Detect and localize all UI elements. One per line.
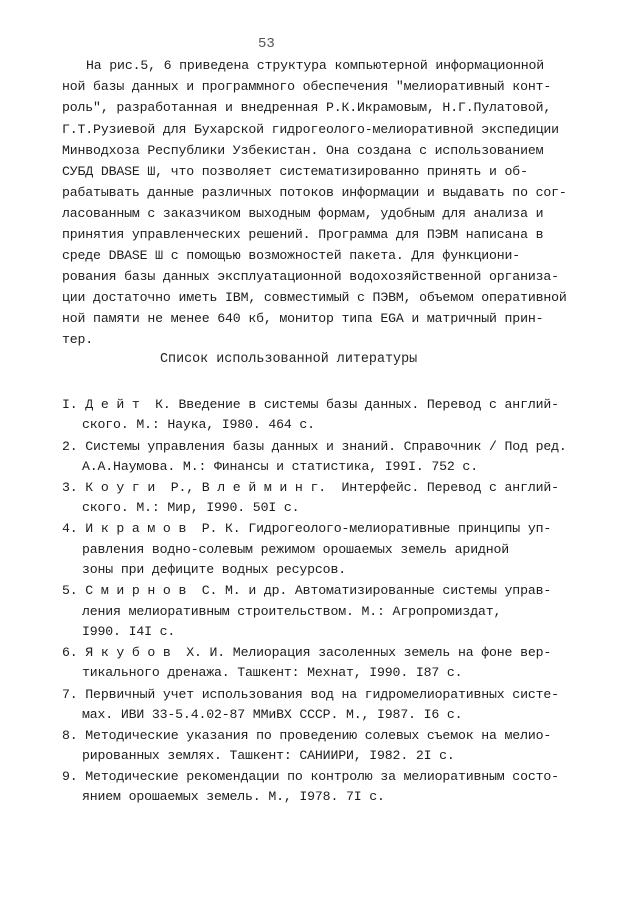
- paragraph-line: принятия управленческих решений. Программа для ПЭВМ написана в: [62, 227, 544, 242]
- reference-item-continuation: тикального дренажа. Ташкент: Мехнат, I990. I87 с.: [82, 665, 463, 680]
- paragraph-line: Г.Т.Рузиевой для Бухарской гидрогеолого-мелиоративной экспедиции: [62, 122, 559, 137]
- paragraph-line: На рис.5, 6 приведена структура компьютерной информационной: [86, 58, 545, 73]
- paragraph-line: ной памяти не менее 640 кб, монитор типа EGA и матричный прин-: [62, 311, 544, 326]
- reference-item-continuation: ского. М.: Наука, I980. 464 с.: [82, 417, 315, 432]
- reference-item: I. Д е й т К. Введение в системы базы данных. Перевод с англий-: [62, 397, 559, 412]
- paragraph-line: рабатывать данные различных потоков информации и выдавать по сог-: [62, 185, 567, 200]
- reference-item-continuation: А.А.Наумова. М.: Финансы и статистика, I99I. 752 с.: [82, 459, 478, 474]
- reference-item: 7. Первичный учет использования вод на гидромелиоративных систе-: [62, 687, 559, 702]
- paragraph-line: тер.: [62, 332, 94, 347]
- reference-item: 9. Методические рекомендации по контролю за мелиоративным состо-: [62, 769, 559, 784]
- reference-item-continuation: зоны при дефиците водных ресурсов.: [82, 562, 346, 577]
- reference-item: 4. И к р а м о в Р. К. Гидрогеолого-мелиоративные принципы уп-: [62, 521, 552, 536]
- paragraph-line: ции достаточно иметь IBM, совместимый с ПЭВМ, объемом оперативной: [62, 290, 567, 305]
- reference-item-continuation: ления мелиоративным строительством. М.: Агропромиздат,: [82, 604, 502, 619]
- reference-item: 5. С м и р н о в С. М. и др. Автоматизированные системы управ-: [62, 583, 552, 598]
- reference-item: 2. Системы управления базы данных и знаний. Справочник / Под ред.: [62, 439, 567, 454]
- reference-item-continuation: I990. I4I с.: [82, 624, 176, 639]
- reference-item: 8. Методические указания по проведению солевых съемок на мелио-: [62, 728, 552, 743]
- paragraph-line: рования базы данных эксплуатационной водохозяйственной организа-: [62, 269, 559, 284]
- paragraph-line: ной базы данных и программного обеспечения "мелиоративный конт-: [62, 79, 552, 94]
- references-heading: Список использованной литературы: [160, 352, 418, 367]
- paragraph-line: Минводхоза Республики Узбекистан. Она создана с использованием: [62, 143, 544, 158]
- page-number: 53: [258, 36, 275, 52]
- reference-item-continuation: ского. М.: Мир, I990. 50I с.: [82, 500, 300, 515]
- paragraph-line: среде DBASE Ш с помощью возможностей пакета. Для функциони-: [62, 248, 521, 263]
- reference-item-continuation: янием орошаемых земель. М., I978. 7I с.: [82, 789, 385, 804]
- reference-item: 3. К о у г и Р., В л е й м и н г. Интерфейс. Перевод с англий-: [62, 480, 559, 495]
- reference-item-continuation: равления водно-солевым режимом орошаемых земель аридной: [82, 542, 510, 557]
- paragraph-line: ласованным с заказчиком выходным формам, удобным для анализа и: [62, 206, 544, 221]
- reference-item-continuation: мах. ИВИ 33-5.4.02-87 ММиВХ СССР. М., I987. I6 с.: [82, 707, 463, 722]
- paragraph-line: роль", разработанная и внедренная Р.К.Икрамовым, Н.Г.Пулатовой,: [62, 100, 552, 115]
- paragraph-line: СУБД DBASE Ш, что позволяет систематизированно принять и об-: [62, 164, 528, 179]
- reference-item-continuation: рированных землях. Ташкент: САНИИРИ, I982. 2I с.: [82, 748, 455, 763]
- reference-item: 6. Я к у б о в Х. И. Мелиорация засоленных земель на фоне вер-: [62, 645, 552, 660]
